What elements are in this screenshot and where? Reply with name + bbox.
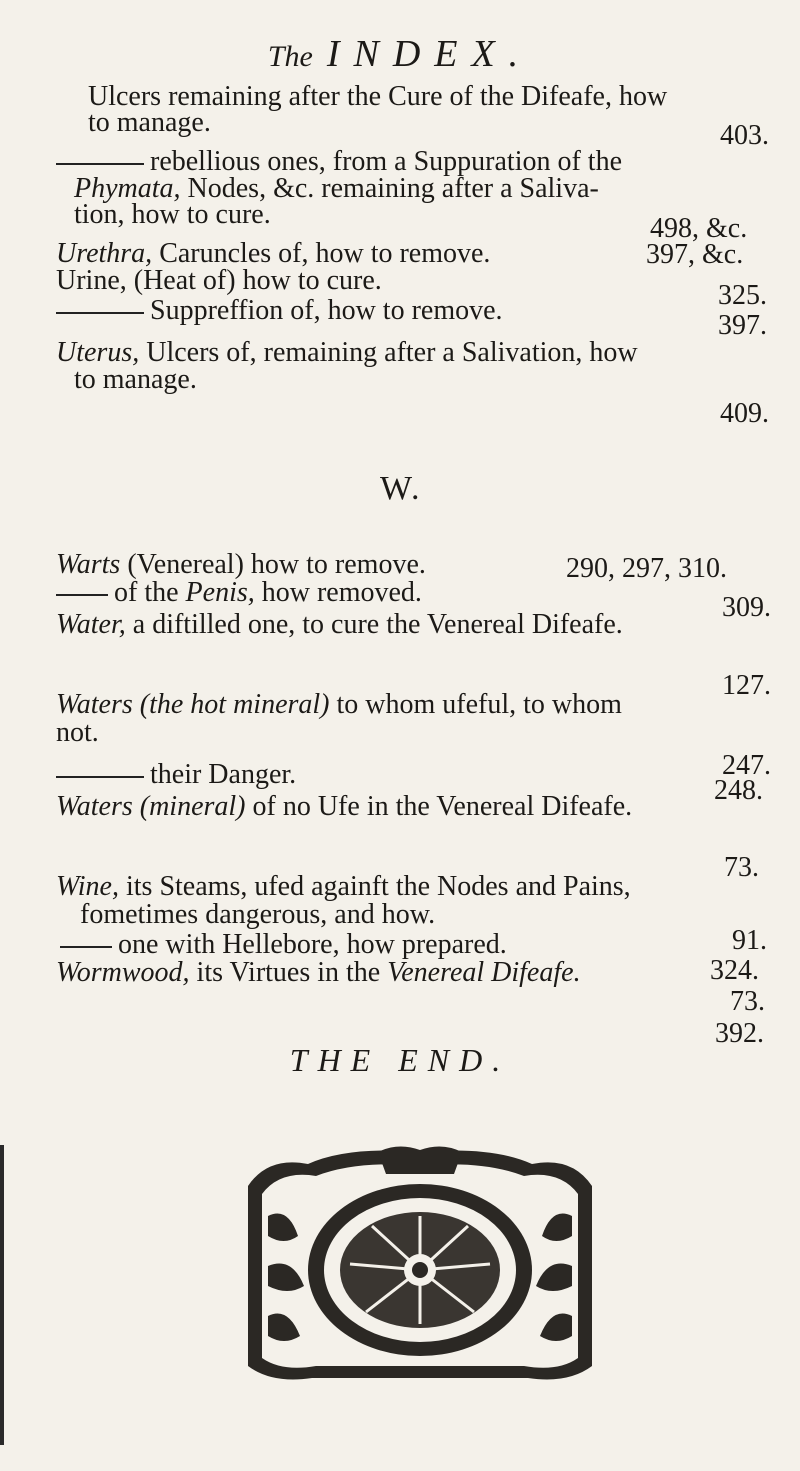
entry-urine: Urine, (Heat of) how to cure. xyxy=(56,265,382,296)
entry-phymata: Phymata, Nodes, &c. remaining after a Saliva- xyxy=(74,173,599,204)
entry-wormwood: Wormwood, its Virtues in the Venereal Difeafe. xyxy=(56,957,581,988)
page-header xyxy=(0,32,800,76)
page-ref: 409. xyxy=(720,398,769,429)
entry-rebellious: rebellious ones, from a Suppuration of the xyxy=(56,147,762,177)
ditto-dash xyxy=(56,594,108,596)
page-ref: 397. xyxy=(718,310,767,341)
entry-waters-hot-cont: not. xyxy=(56,717,99,748)
page-ref: 324. xyxy=(710,955,759,986)
entry-water: Water, a diftilled one, to cure the Venereal Difeafe. xyxy=(56,609,623,640)
section-letter-w: W. xyxy=(380,470,422,507)
ditto-dash xyxy=(56,163,144,165)
entry-their-danger: their Danger. xyxy=(56,760,762,790)
page-ref: 403. xyxy=(720,120,769,151)
entry-waters-hot: Waters (the hot mineral) to whom ufeful, to whom xyxy=(56,689,622,720)
page-ref: 91. xyxy=(732,925,767,956)
entry-urethra: Urethra, Caruncles of, how to remove. xyxy=(56,238,491,269)
entry-phymata-cont: tion, how to cure. xyxy=(74,199,271,230)
page-ref: 498, &c. xyxy=(650,213,748,244)
entry-uterus-cont: to manage. xyxy=(74,364,197,395)
the-end: THE END. xyxy=(289,1042,511,1078)
page-ref: 392. xyxy=(715,1018,764,1049)
entry-waters-mineral: Waters (mineral) of no Ufe in the Venereal Difeafe. xyxy=(56,791,633,822)
page-ref: 73. xyxy=(724,852,759,883)
ditto-dash xyxy=(56,312,144,314)
ditto-dash xyxy=(56,776,144,778)
ditto-dash xyxy=(60,946,112,948)
entry-warts: Warts (Venereal) how to remove. xyxy=(56,549,426,580)
page-ref: 247. xyxy=(722,750,771,781)
entry-warts-penis: of the Penis, how removed. xyxy=(56,578,762,608)
entry-wine: Wine, its Steams, ufed againft the Nodes and Pains, xyxy=(56,871,631,902)
entry-uterus: Uterus, Ulcers of, remaining after a Salivation, how xyxy=(56,337,638,368)
page-ref: 325. xyxy=(718,280,767,311)
entry-ulcers: Ulcers remaining after the Cure of the Difeafe, how xyxy=(88,81,668,112)
page-ref: 73. xyxy=(730,986,765,1017)
page-edge-shadow xyxy=(0,1145,4,1445)
page-ref: 248. xyxy=(714,775,763,806)
header-the: The xyxy=(267,40,313,73)
page-ref: 397, &c. xyxy=(646,239,744,270)
entry-wine-cont: fometimes dangerous, and how. xyxy=(80,899,436,930)
header-title: INDEX. xyxy=(326,33,533,75)
entry-ulcers-cont: to manage. xyxy=(88,107,211,138)
entry-suppreffion: Suppreffion of, how to remove. xyxy=(56,296,762,326)
entry-wine-hellebore: one with Hellebore, how prepared. xyxy=(60,930,766,960)
page-ref: 309. xyxy=(722,592,771,623)
decorative-tailpiece-emblem xyxy=(228,1146,612,1386)
page-ref: 127. xyxy=(722,670,771,701)
page-ref: 290, 297, 310. xyxy=(566,553,727,584)
